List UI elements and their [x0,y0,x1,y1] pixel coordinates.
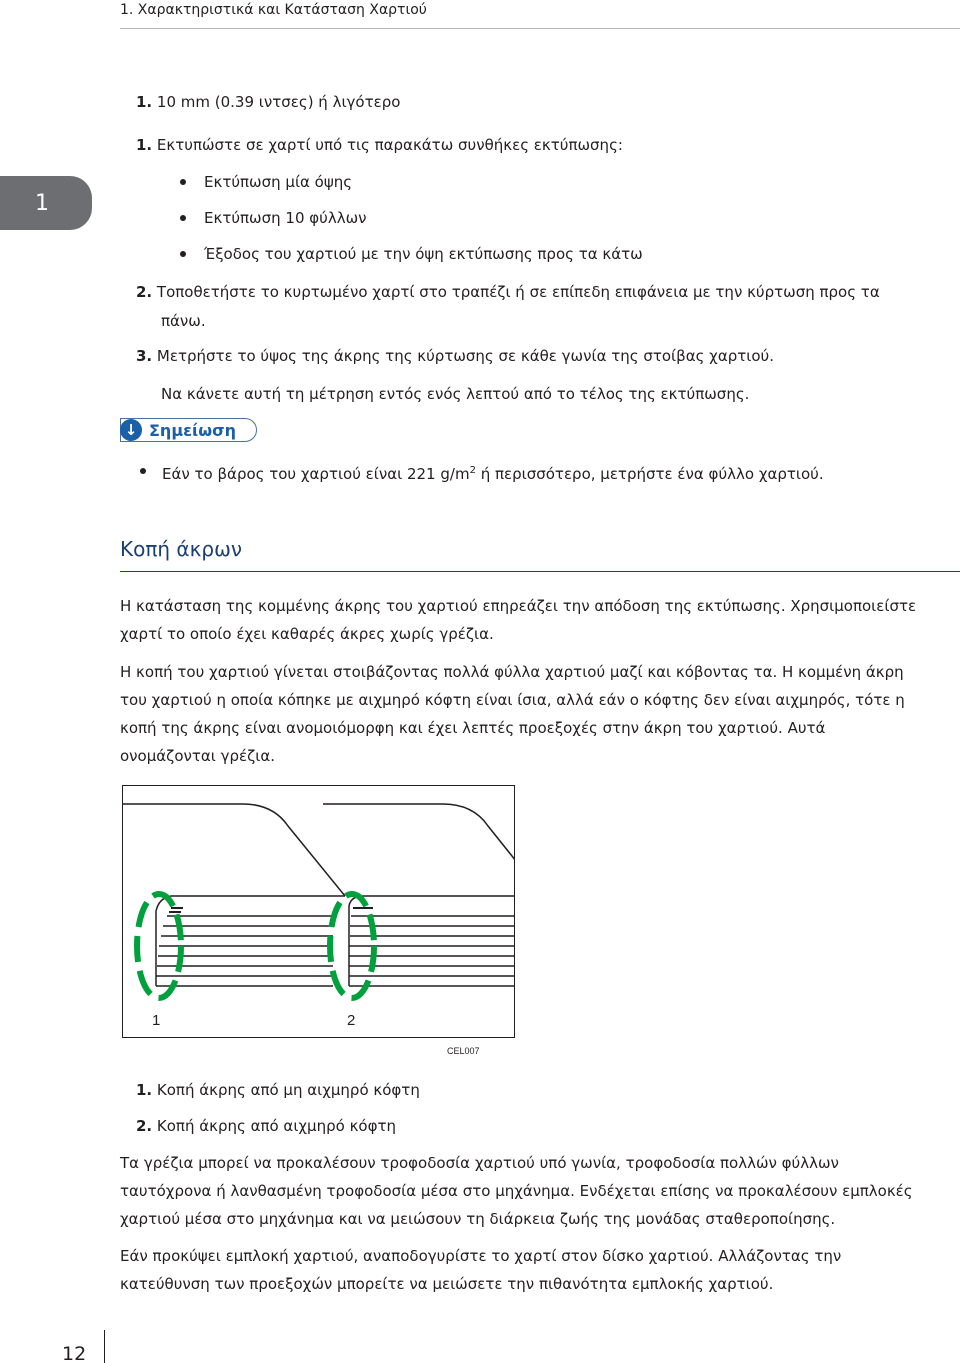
note-badge [120,418,257,442]
step-2-text: Τοποθετήστε το κυρτωμένο χαρτί στο τραπέζι ή σε επίπεδη επιφάνεια με την κύρτωση προς τα [156,283,880,301]
section-rule [120,571,960,572]
paper-edge-illustration [123,786,515,1038]
paragraph-line: του χαρτιού η οποία κόπηκε με αιχμηρό κόφτη είναι ίσια, αλλά εάν ο κόφτης δεν είναι αιχμηρός, τότε η [120,691,905,709]
note-label: Σημείωση [149,420,236,440]
paragraph-line: χαρτιού μέσα στο μηχάνημα και να μειώσουν τη διάρκεια ζωής της μονάδας σταθεροποίησης. [120,1210,836,1228]
note-text-after: ή περισσότερο, μετρήστε ένα φύλλο χαρτιού. [475,465,824,483]
step-2 [136,282,880,302]
paragraph-line: κατεύθυνση των προεξοχών μπορείτε να μειώσετε την πιθανότητα εμπλοκής χαρτιού. [120,1275,774,1293]
figure-label-2: 2 [347,1012,356,1029]
paragraph-line: ταυτόχρονα ή λανθασμένη τροφοδοσία μέσα στο μηχάνημα. Ενδέχεται επίσης να προκαλέσουν εμπλοκές [120,1182,913,1200]
step-3-detail: Να κάνετε αυτή τη μέτρηση εντός ενός λεπτού από το τέλος της εκτύπωσης. [161,385,750,403]
step-3 [136,346,774,366]
paragraph-line: κοπή της άκρης είναι ανομοιόμορφη και έχει λεπτές προεξοχές στην άκρη του χαρτιού. Αυτά [120,719,826,737]
caption-text: Κοπή άκρης από αιχμηρό κόφτη [156,1117,397,1135]
closing-paragraph-1 [120,1149,950,1233]
paragraph-line: Τα γρέζια μπορεί να προκαλέσουν τροφοδοσία χαρτιού υπό γωνία, τροφοδοσία πολλών φύλλων [120,1154,839,1172]
down-arrow-icon: ↓ [120,419,142,441]
bullet-icon [180,179,186,185]
bullet-icon [180,251,186,257]
step-3-number: 3. [136,347,153,365]
caption-number: 2. [136,1117,153,1135]
header-rule [120,28,960,29]
condition-item: Εκτύπωση μία όψης [204,173,353,191]
step-2-continuation: πάνω. [161,312,206,330]
section-title: Κοπή άκρων [120,537,243,561]
paragraph-line: Εάν προκύψει εμπλοκή χαρτιού, αναποδογυρίστε το χαρτί στον δίσκο χαρτιού. Αλλάζοντας την [120,1247,842,1265]
paragraph-line: Η κοπή του χαρτιού γίνεται στοιβάζοντας πολλά φύλλα χαρτιού μαζί και κόβοντας τα. Η κομμένη άκρη [120,663,904,681]
condition-item: Εκτύπωση 10 φύλλων [204,209,367,227]
step-1-text: Εκτυπώστε σε χαρτί υπό τις παρακάτω συνθήκες εκτύπωσης: [156,136,623,154]
top-item-text: 10 mm (0.39 ιντσες) ή λιγότερο [156,93,401,111]
chapter-tab: 1 [0,176,92,230]
note-text-before: Εάν το βάρος του χαρτιού είναι 221 g/m [162,465,470,483]
top-item-number: 1. [136,93,153,111]
paragraph-line: χαρτί το οποίο έχει καθαρές άκρες χωρίς γρέζια. [120,625,494,643]
paper-edge-figure [122,785,515,1038]
caption-text: Κοπή άκρης από μη αιχμηρό κόφτη [156,1081,420,1099]
running-header: 1. Χαρακτηριστικά και Κατάσταση Χαρτιού [120,2,427,18]
step-1 [136,135,623,155]
section-paragraph-1 [120,592,950,648]
note-superscript: 2 [469,465,476,476]
bullet-icon [140,468,146,474]
caption-number: 1. [136,1081,153,1099]
page-number: 12 [62,1343,87,1363]
figure-caption-1 [136,1080,420,1100]
bullet-icon [180,215,186,221]
step-2-number: 2. [136,283,153,301]
step-1-number: 1. [136,136,153,154]
paragraph-line: Η κατάσταση της κομμένης άκρης του χαρτιού επηρεάζει την απόδοση της εκτύπωσης. Χρησιμοποιείστε [120,597,917,615]
top-item [136,92,400,112]
note-bullet [162,461,824,484]
page-number-rule [104,1330,105,1363]
closing-paragraph-2 [120,1242,950,1298]
paragraph-line: ονομάζονται γρέζια. [120,747,276,765]
figure-code: CEL007 [447,1046,480,1056]
section-paragraph-2 [120,658,950,770]
figure-caption-2 [136,1116,396,1136]
condition-item: Έξοδος του χαρτιού με την όψη εκτύπωσης προς τα κάτω [204,245,643,263]
figure-label-1: 1 [152,1012,161,1029]
step-3-text: Μετρήστε το ύψος της άκρης της κύρτωσης σε κάθε γωνία της στοίβας χαρτιού. [156,347,774,365]
